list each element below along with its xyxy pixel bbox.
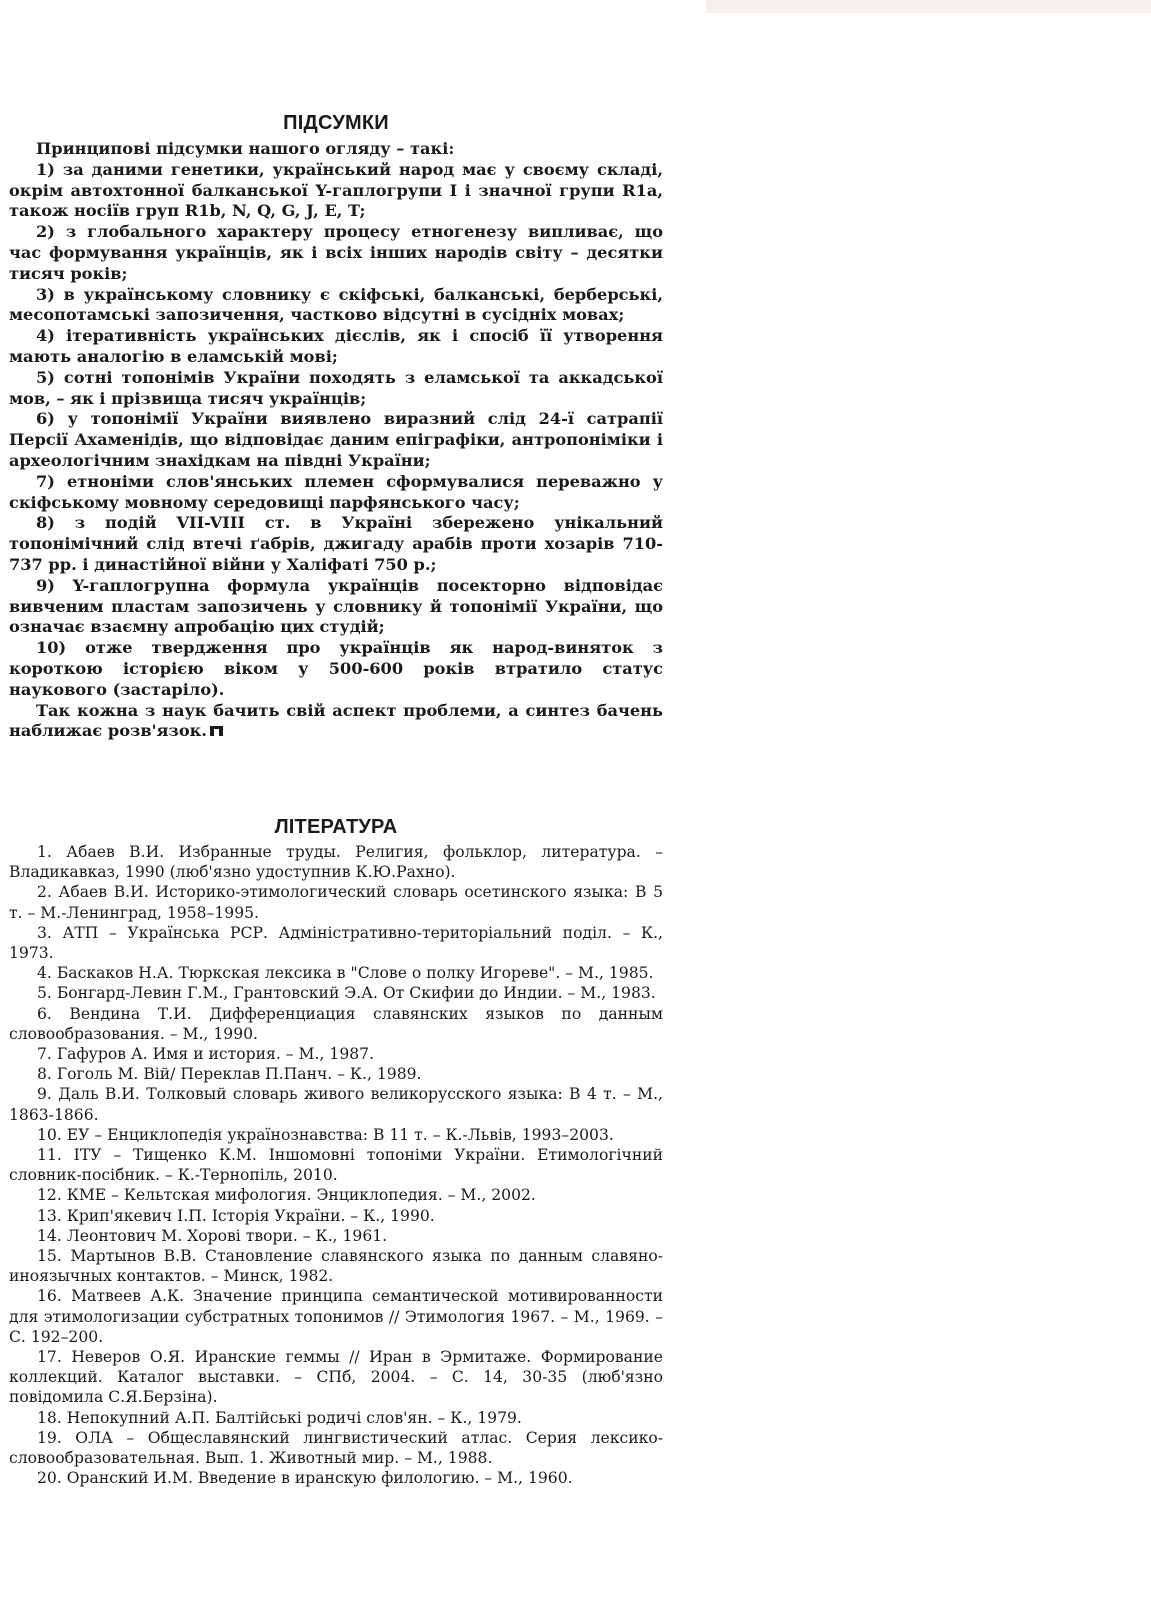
literature-heading: ЛІТЕРАТУРА bbox=[274, 816, 398, 838]
reference-item: 19. ОЛА – Общеславянский лингвистический атлас. Серия лексико-словообразовательная. Вып. 1. Животный мир. – М., 1988. bbox=[9, 1428, 663, 1468]
reference-item: 15. Мартынов В.В. Становление славянского языка по данным славяно-иноязычных контактов. – Минск, 1982. bbox=[9, 1247, 663, 1286]
reference-item: 16. Матвеев А.К. Значение принципа семантической мотивированности для этимологизации субстратных топонимов // Этимология 1967. – М., 1969. – С. 192–200. bbox=[9, 1287, 663, 1346]
summary-point: 9) Y-гаплогрупна формула українців посекторно відповідає вивченим пластам запозичень у словнику й топонімії України, що означає взаємну апробацію цих студій; bbox=[9, 575, 663, 637]
reference-item: 12. КМЕ – Кельтская мифология. Энциклопедия. – М., 2002. bbox=[37, 1186, 536, 1205]
page-edge-strip bbox=[706, 0, 1151, 13]
reference-item: 4. Баскаков Н.А. Тюркская лексика в "Слове о полку Игореве". – М., 1985. bbox=[37, 964, 654, 983]
summary-point: 3) в українському словнику є скіфські, балканські, берберські, месопотамські запозичення, частково відсутні в сусідніх мовах; bbox=[9, 284, 663, 325]
reference-item: 7. Гафуров А. Имя и история. – М., 1987. bbox=[37, 1045, 375, 1064]
end-of-article-icon bbox=[210, 726, 223, 736]
summary-point: 10) отже твердження про українців як народ-виняток з короткою історією віком у 500-600 років втратило статус наукового (застаріло). bbox=[9, 638, 663, 699]
summary-intro: Принципові підсумки нашого огляду – такі: bbox=[36, 139, 455, 158]
summary-point: 1) за даними генетики, український народ має у своєму складі, окрім автохтонної балканської Y-гаплогрупи I і значної групи R1a, також носіїв груп R1b, N, Q, G, J, E, T; bbox=[9, 159, 663, 221]
reference-item: 18. Непокупний А.П. Балтійські родичі слов'ян. – К., 1979. bbox=[37, 1408, 522, 1427]
reference-item: 9. Даль В.И. Толковый словарь живого великорусского языка: В 4 т. – М., 1863-1866. bbox=[9, 1085, 663, 1124]
reference-item: 11. ІТУ – Тищенко К.М. Іншомовні топоніми України. Етимологічний словник-посібник. – К.-Тернопіль, 2010. bbox=[9, 1146, 663, 1185]
summary-point: 8) з подій VII-VIII ст. в Україні збережено унікальний топонімічний слід втечі ґабрів, джигаду арабів проти хозарів 710-737 рр. і династійної війни у Халіфаті 750 р.; bbox=[9, 513, 663, 574]
summary-point: 7) етноніми слов'янських племен сформувалися переважно у скіфському мовному середовищі парфянського часу; bbox=[9, 471, 663, 512]
summary-conclusion bbox=[9, 701, 663, 743]
literature-section bbox=[9, 816, 663, 1489]
reference-item: 10. ЕУ – Енциклопедія українознавства: В 11 т. – К.-Львів, 1993–2003. bbox=[37, 1125, 614, 1144]
summary-point: 5) сотні топонімів України походять з еламської та аккадської мов, – як і прізвища тисяч українців; bbox=[9, 367, 663, 408]
summary-point: 4) ітеративність українських дієслів, як і спосіб її утворення мають аналогію в еламській мові; bbox=[9, 326, 663, 366]
reference-item: 8. Гоголь М. Вій/ Переклав П.Панч. – К., 1989. bbox=[37, 1065, 422, 1084]
summary-heading: ПІДСУМКИ bbox=[283, 112, 389, 134]
reference-item: 6. Вендина Т.И. Дифференциация славянских языков по данным словообразования. – М., 1990. bbox=[9, 1004, 663, 1043]
summary-section bbox=[9, 112, 663, 742]
summary-point: 6) у топонімії України виявлено виразний слід 24-ї сатрапії Персії Ахаменідів, що відповідає даним епіграфіки, антропоніміки і археологічним знахідкам на півдні України; bbox=[9, 409, 663, 470]
reference-item: 2. Абаев В.И. Историко-этимологический словарь осетинского языка: В 5 т. – М.-Ленинград, 1958–1995. bbox=[9, 883, 663, 922]
reference-item: 20. Оранский И.М. Введение в иранскую филологию. – М., 1960. bbox=[37, 1469, 573, 1488]
summary-point: 2) з глобального характеру процесу етногенезу випливає, що час формування українців, як і всіх інших народів світу – десятки тисяч років; bbox=[9, 222, 663, 283]
reference-item: 3. АТП – Українська РСР. Адміністративно-територіальний поділ. – К., 1973. bbox=[9, 923, 663, 963]
summary-conclusion-text: Так кожна з наук бачить свій аспект проблеми, а синтез бачень наближає розв'язок. bbox=[9, 700, 663, 741]
reference-item: 13. Крип'якевич І.П. Історія України. – К., 1990. bbox=[37, 1206, 435, 1225]
reference-item: 1. Абаев В.И. Избранные труды. Религия, фольклор, литература. – Владикавказ, 1990 (люб'язно удоступнив К.Ю.Рахно). bbox=[9, 843, 663, 882]
reference-item: 14. Леонтович М. Хорові твори. – К., 1961. bbox=[37, 1226, 388, 1245]
reference-item: 17. Неверов О.Я. Иранские геммы // Иран в Эрмитаже. Формирование коллекций. Каталог выставки. – СПб, 2004. – С. 14, 30-35 (люб'язно повідомила С.Я.Берзіна). bbox=[9, 1348, 663, 1407]
reference-item: 5. Бонгард-Левин Г.М., Грантовский Э.А. От Скифии до Индии. – М., 1983. bbox=[37, 984, 656, 1003]
